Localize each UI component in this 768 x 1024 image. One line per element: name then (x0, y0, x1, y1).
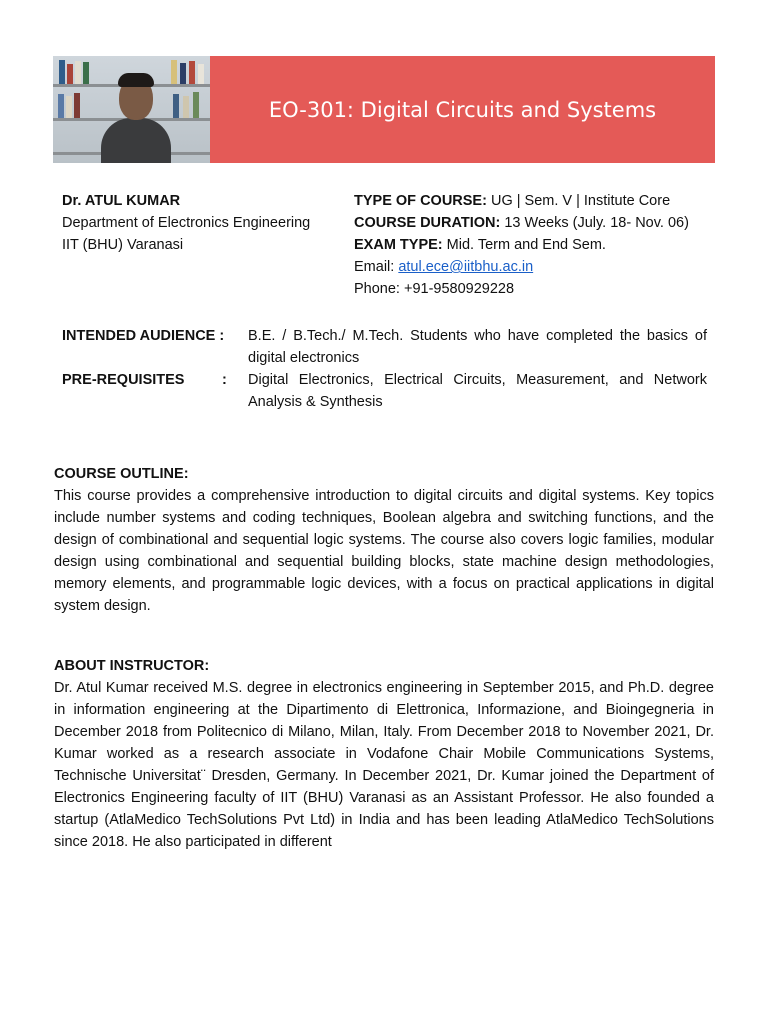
course-duration: COURSE DURATION: 13 Weeks (July. 18- Nov. 06) (354, 215, 689, 231)
department: Department of Electronics Engineering (62, 215, 311, 231)
course-outline-section (54, 463, 714, 617)
person-figure (101, 118, 171, 163)
audience-label: INTENDED AUDIENCE : (62, 328, 225, 344)
about-instructor-body: Dr. Atul Kumar received M.S. degree in electronics engineering in September 2015, and Ph.D. degree in information engineering at the Dipartimento di Elettronica, Informazione, and Bioingegneria in December 2018 from Politecnico di Milano, Milan, Italy. From December 2018 to November 2021, Dr. Kumar worked as a research associate in Vodafone Chair Mobile Communications Systems, Technische Universitat¨ Dresden, Germany. In December 2021, Dr. Kumar joined the Department of Electronics Engineering faculty of IIT (BHU) Varanasi as an Assistant Professor. He also founded a startup (AtlaMedico TechSolutions Pvt Ltd) in India and has been leading AtlaMedico TechSolutions since 2018. He also participated in different (54, 680, 714, 850)
audience-value: B.E. / B.Tech./ M.Tech. Students who have completed the basics of digital electronics (248, 328, 707, 366)
email-link[interactable]: atul.ece@iitbhu.ac.in (398, 259, 534, 275)
about-instructor-heading: ABOUT INSTRUCTOR: (54, 658, 210, 674)
course-info (354, 190, 724, 300)
instructor-photo (53, 56, 210, 163)
institute: IIT (BHU) Varanasi (62, 237, 184, 253)
course-outline-body: This course provides a comprehensive introduction to digital circuits and digital systems. Key topics include number systems and coding techniques, Boolean algebra and switching functions, and the design of combinational and sequential logic systems. The course also covers logic families, modular design using combinational and sequential building blocks, state machine design methodologies, memory elements, and programmable logic devices, with a focus on practical applications in digital system design. (54, 488, 714, 614)
prereq-label: PRE-REQUISITES (62, 372, 185, 388)
course-type: TYPE OF COURSE: UG | Sem. V | Institute Core (354, 193, 671, 209)
prereq-value: Digital Electronics, Electrical Circuits, Measurement, and Network Analysis & Synthesis (248, 372, 707, 410)
prereq-colon: : (222, 372, 227, 388)
course-outline-heading: COURSE OUTLINE: (54, 466, 189, 482)
header-banner (53, 56, 715, 163)
about-instructor-section (54, 655, 714, 853)
email-line: Email: atul.ece@iitbhu.ac.in (354, 259, 534, 275)
exam-type: EXAM TYPE: Mid. Term and End Sem. (354, 237, 606, 253)
instructor-info (62, 190, 347, 256)
phone-line: Phone: +91-9580929228 (354, 281, 515, 297)
course-title: EO-301: Digital Circuits and Systems (268, 97, 657, 122)
instructor-name: Dr. ATUL KUMAR (62, 193, 181, 209)
